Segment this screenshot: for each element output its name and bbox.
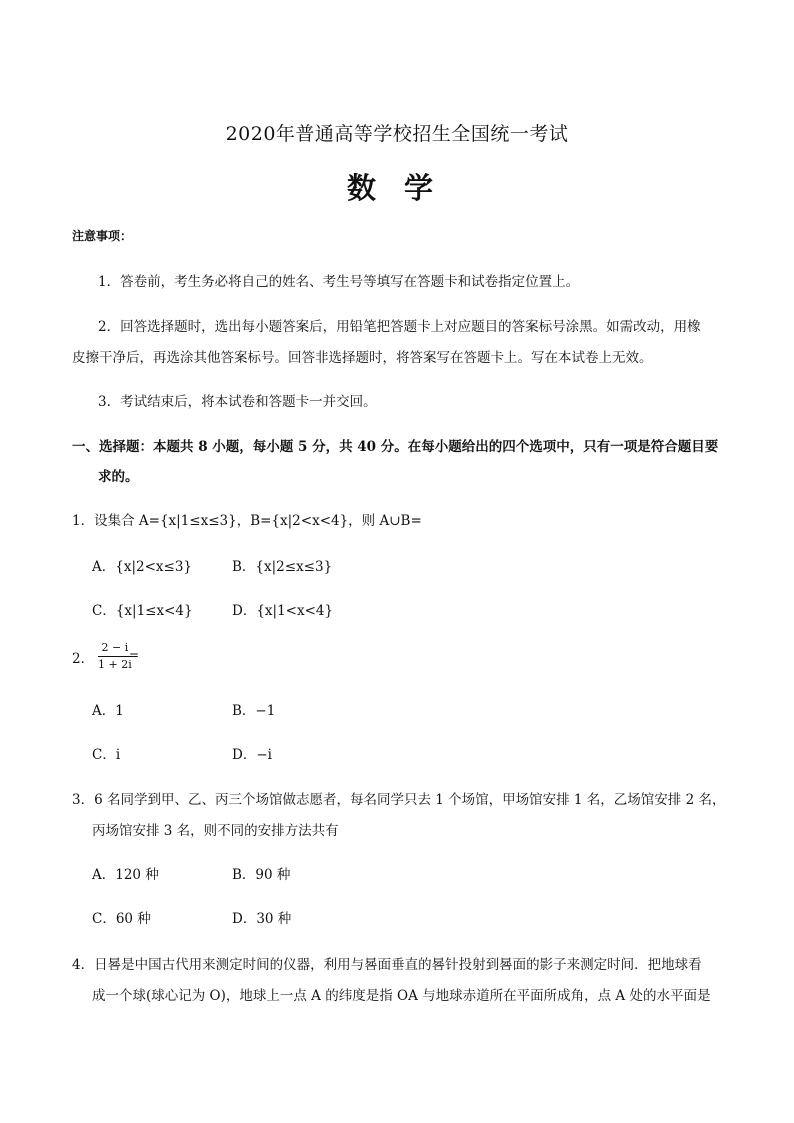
question-2-option-d: D．−i: [232, 747, 272, 763]
question-1-stem: 1．设集合 A={x|1≤x≤3}，B={x|2<x<4}，则 A∪B=: [72, 513, 422, 529]
notice-item-2-line-1: 2．回答选择题时，选出每小题答案后，用铅笔把答题卡上对应题目的答案标号涂黑。如需改动，用橡: [98, 319, 701, 335]
section-heading-line-1: 一、选择题：本题共 8 小题，每小题 5 分，共 40 分。在每小题给出的四个选项中，只有一项是符合题目要: [72, 439, 719, 455]
notice-item-2-line-2: 皮擦干净后，再选涂其他答案标号。回答非选择题时，将答案写在答题卡上。写在本试卷上无效。: [72, 350, 653, 366]
question-3-option-d: D．30 种: [232, 911, 292, 927]
question-3-option-c: C．60 种: [92, 911, 151, 927]
question-2-number: 2．: [72, 651, 95, 667]
section-heading-line-2: 求的。: [98, 469, 139, 485]
question-3-line-1: 3．6 名同学到甲、乙、丙三个场馆做志愿者，每名同学只去 1 个场馆，甲场馆安排 1 名，乙场馆安排 2 名，: [72, 792, 726, 808]
question-1-option-a: A．{x|2<x≤3}: [92, 559, 193, 575]
question-4-line-2: 成一个球(球心记为 O)，地球上一点 A 的纬度是指 OA 与地球赤道所在平面所成角，点 A 处的水平面是: [92, 988, 711, 1004]
question-2-option-a: A．1: [92, 703, 124, 719]
question-3-line-2: 丙场馆安排 3 名，则不同的安排方法共有: [92, 823, 339, 839]
question-1-option-b: B．{x|2≤x≤3}: [232, 559, 333, 575]
question-2-option-c: C．i: [92, 747, 121, 763]
question-1-option-d: D．{x|1<x<4}: [232, 603, 334, 619]
exam-subject: 数学: [346, 171, 461, 205]
question-3-option-a: A．120 种: [92, 867, 159, 883]
exam-title: 2020年普通高等学校招生全国统一考试: [225, 123, 569, 145]
question-2-equals: =: [129, 648, 140, 662]
question-1-option-c: C．{x|1≤x<4}: [92, 603, 193, 619]
question-2-fraction: [98, 641, 132, 672]
question-4-line-1: 4．日晷是中国古代用来测定时间的仪器，利用与晷面垂直的晷针投射到晷面的影子来测定时间．把地球看: [72, 957, 702, 973]
notice-item-1: 1．答卷前，考生务必将自己的姓名、考生号等填写在答题卡和试卷指定位置上。: [98, 274, 580, 290]
notice-item-3: 3．考试结束后，将本试卷和答题卡一并交回。: [98, 394, 377, 410]
fraction-denominator: 1 + 2i: [98, 658, 132, 671]
question-2-option-b: B．−1: [232, 703, 276, 719]
question-3-option-b: B．90 种: [232, 867, 291, 883]
notice-heading: 注意事项：: [72, 229, 133, 243]
fraction-numerator: 2 − i: [98, 641, 132, 657]
